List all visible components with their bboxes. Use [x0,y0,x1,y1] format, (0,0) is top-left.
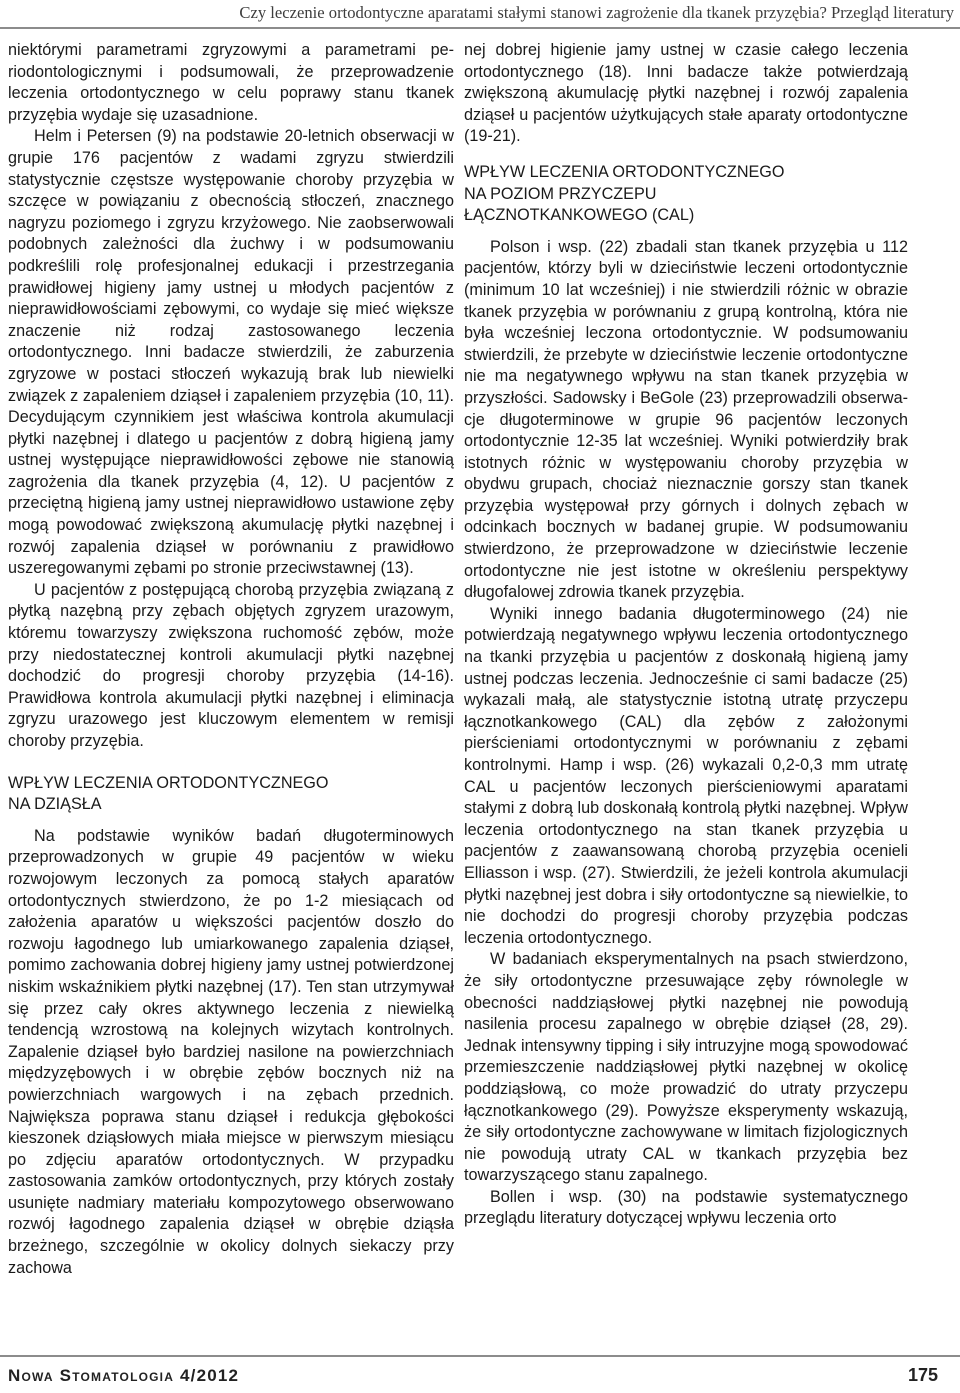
paragraph: Helm i Petersen (9) na podstawie 20-letnich obserwacji w grupie 176 pacjentów z wadami zgryzu stwierdzili statystycznie częstsze występowanie choroby przyzębia w szczęce w powiązaniu z obecnością stłoczeń, znacznego nagryzu poziomego i zgryzu krzyżowego. Nie zaobserwowali podobnych zależności dla żuchwy i w podsumowaniu podkreślili rolę profesjonalnej edukacji i przestrzegania prawidłowej higieny jamy ustnej u młodych pacjentów z nieprawidłowościami zębowymi, co wydaje się mieć większe znaczenie niż rodzaj zastosowanego leczenia ortodontycznego. Inni badacze stwierdzili, że zaburzenia zgryzowe w postaci stłoczeń wykazują brak lub niewielki związek z zapaleniem dziąseł i zapaleniem przyzębia (10, 11). Decydującym czynnikiem jest właściwa kontrola akumulacji płytki nazębnej i dlatego u pacjentów z dobrą higieną jamy ustnej występujące nieprawidłowości zębowe nie stanowią zagrożenia dla tkanek przyzębia (4, 12). U pacjentów z przeciętną higieną jamy ustnej nieprawidłowo ustawione zęby mogą powodować zwiększoną akumulację płytki nazębnej i rozwój zapalenia dziąseł w porównaniu z prawidłowo uszeregowanymi zębami po stronie przeciwstawnej (13). [8,127,454,578]
right-column [464,40,908,1230]
paragraph: U pacjentów z postępującą chorobą przyzębia związaną z płytką nazębną przy zębach objętych zgryzem urazowym, któremu towarzyszy zwiększona ruchomość zębów, może przy niedostatecznej kontroli akumulacji płytki nazębnej dochodzić do progresji choroby przyzębia (14-16). Prawidłowa kontrola akumulacji płytki nazębnej i eliminacja zgryzu urazowego jest kluczowym elementem w remisji choroby przyzębia. [8,580,454,750]
header-rule [0,27,960,29]
section-heading-line: NA DZIĄSŁA [8,795,102,814]
paragraph: Polson i wsp. (22) zbadali stan tkanek przyzębia u 112 pacjentów, którzy byli w dzieciństwie leczeni ortodontycznie (minimum 10 lat wcześniej) i nie stwierdzili różnic w obrazie tkanek przyzębia w porównaniu z grupą kontrolną, która nie była wcześniej leczona ortodontycznie. W podsumowaniu stwierdzili, że przebyte w dzieciństwie leczenie ortodontyczne nie ma negatywnego wpływu na stan tkanek przyzębia w przyszłości. Sadowsky i BeGole (23) przeprowadzili obserwacje długoterminowe w grupie 96 pacjentów leczonych ortodontycznie 12-35 lat wcześniej. Wyniki potwierdziły brak istotnych różnic w występowaniu choroby przyzębia w obydwu grupach, chociaż nieznacznie gorszy stan tkanek przyzębia występował przy górnych i dolnych zębach w odcinkach bocznych w badanej grupie. W podsumowaniu stwierdzono, że przeprowadzone w dzieciństwie leczenie ortodontyczne nie jest istotne w określeniu perspektywy długofalowej zdrowia tkanek przyzębia. [464,237,908,602]
left-column [8,40,454,1279]
paragraph: niektórymi parametrami zgryzowymi a parametrami periodontologicznymi i podsumowali, że przeprowadzenie leczenia ortodontycznego w celu poprawy stanu tkanek przyzębia wydaje się uzasadnione. [8,41,454,124]
section-heading [464,162,908,227]
paragraph: Bollen i wsp. (30) na podstawie systematycznego przeglądu literatury dotyczącej wpływu leczenia orto [464,1187,908,1228]
section-heading-line: NA POZIOM PRZYCZEPU [464,184,657,203]
paragraph: W badaniach eksperymentalnych na psach stwierdzono, że siły ortodontyczne przesuwające zęby równolegle w obecności naddziąsłowej płytki nazębnej nie powodują nasilenia procesu zapalnego w obrębie dziąseł (28, 29). Jednak intensywny tipping i siły intruzyjne mogą spowodować przemieszczenie naddziąsłowej płytki nazębnej w okolicę poddziąsłową, co może prowadzić do utraty przyczepu łącznotkankowego (29). Powyższe eksperymenty wskazują, że siły ortodontyczne zachowywane w limitach fizjologicznych nie powodują utraty CAL w tkankach przyzębia bez towarzyszącego stanu zapalnego. [464,950,908,1185]
paragraph: Na podstawie wyników badań długoterminowych przeprowadzonych w grupie 49 pacjentów w wieku rozwojowym leczonych za pomocą stałych aparatów ortodontycznych stwierdzono, że po 1-2 miesiącach od założenia aparatów u większości pacjentów doszło do rozwoju łagodnego lub umiarkowanego zapalenia dziąseł, pomimo zachowania dobrej higieny jamy ustnej potwierdzonej niskim wskaźnikiem płytki nazębnej (17). Ten stan utrzymywał się przez cały okres aktywnego leczenia z niewielką tendencją wzrostową na kolejnych wizytach kontrolnych. Zapalenie dziąseł było bardziej nasilone na powierzchniach międzyzębowych i w obrębie zębów bocznych niż na powierzchniach wargowych i na zębach przednich. Największa poprawa stanu dziąseł i redukcja głębokości kieszonek dziąsłowych miała miejsce w pierwszym miesiącu po zdjęciu aparatów ortodontycznych. W przypadku zastosowania zamków ortodontycznych, przy których zostały usunięte nadmiary materiału kompozytowego obserwowano rozwój łagodnego zapalenia dziąseł w obrębie dziąsła brzeżnego, szczególnie w okolicy dolnych siekaczy przy zachowa [8,826,454,1277]
paragraph: nej dobrej higienie jamy ustnej w czasie całego leczenia ortodontycznego (18). Inni badacze także potwierdzają zwiększoną akumulację płytki nazębnej i rozwój zapalenia dziąseł u pacjentów użytkujących stałe aparaty ortodontyczne (19-21). [464,41,908,146]
paragraph: Wyniki innego badania długoterminowego (24) nie potwierdzają negatywnego wpływu leczenia ortodontycznego na tkanki przyzębia u pacjentów z doskonałą higieną jamy ustnej podczas leczenia. Jednocześnie ci sami badacze (25) wykazali małą, ale statystycznie istotną utratę przyczepu łącznotkankowego (CAL) dla zębów z założonymi pierścieniami ortodontycznymi w porównaniu z zębami kontrolnymi. Hamp i wsp. (26) wykazali 0,2-0,3 mm utratę CAL u pacjentów leczonych pierścieniowymi aparatami stałymi z dobrą lub doskonałą kontrolą płytki nazębnej. Wpływ leczenia ortodontycznego na stan tkanek przyzębia u pacjentów z zaawansowaną chorobą przyzębia ocenieli Elliasson i wsp. (27). Stwierdzili, że jeżeli kontrola akumulacji płytki nazębnej jest dobra i siły ortodontyczne są niewielkie, to nie dochodzi do progresji choroby przyzębia podczas leczenia ortodontycznego. [464,604,908,947]
section-heading-line: WPŁYW LECZENIA ORTODONTYCZNEGO [464,162,785,181]
journal-name: Nowa Stomatologia 4/2012 [8,1366,240,1385]
section-heading-line: ŁĄCZNOTKANKOWEGO (CAL) [464,206,695,225]
section-heading [8,773,454,816]
running-title: Czy leczenie ortodontyczne aparatami stałymi stanowi zagrożenie dla tkanek przyzębia? Przegląd literatury [239,3,954,22]
section-heading-line: WPŁYW LECZENIA ORTODONTYCZNEGO [8,773,329,792]
footer-rule [0,1355,960,1357]
page-number: 175 [907,1365,938,1385]
